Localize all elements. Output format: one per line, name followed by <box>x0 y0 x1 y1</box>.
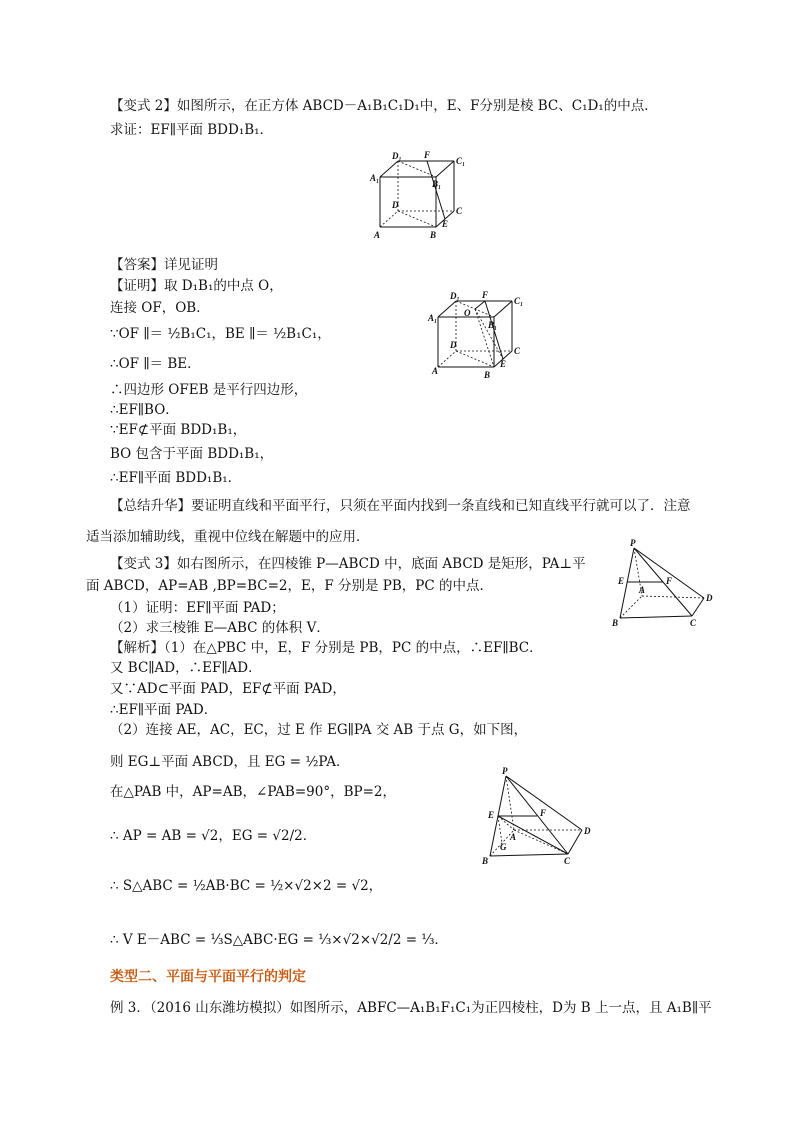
variant2-text: 如图所示，在正方体 ABCD－A₁B₁C₁D₁中，E、F分别是棱 BC、C₁D₁的中点． <box>176 98 658 114</box>
analysis-line: （2）连接 AE，AC，EC，过 E 作 EG∥PA 交 AB 于点 G，如下图， <box>110 722 528 738</box>
cube2-label: C <box>514 346 521 356</box>
pyramid-figure-with-G <box>480 768 600 868</box>
pyramid-figure <box>612 540 722 630</box>
variant2-stem <box>110 96 658 116</box>
variant3-line1: 【变式 3】如右图所示，在四棱锥 P—ABCD 中，底面 ABCD 是矩形，PA⊥平 <box>110 556 586 572</box>
proof-line: ∵EF⊄平面 BDD₁B₁， <box>110 422 247 438</box>
proof-line: 连接 OF，OB． <box>110 300 210 316</box>
proof-line: ∴EF∥平面 BDD₁B₁． <box>110 470 242 486</box>
answer-text: 详见证明 <box>164 257 218 273</box>
proof-line: BO 包含于平面 BDD₁B₁， <box>110 446 274 462</box>
analysis-line: 又∵AD⊂平面 PAD，EF⊄平面 PAD， <box>110 681 346 697</box>
pyr2-label: C <box>564 856 571 866</box>
pyr2-label: P <box>502 766 508 776</box>
proof-line: ∴四边形 OFEB 是平行四边形， <box>110 382 308 398</box>
answer-tag: 【答案】 <box>110 257 164 273</box>
analysis-line: 又 BC∥AD，∴EF∥AD． <box>110 660 262 676</box>
variant3-q1: （1）证明：EF∥平面 PAD； <box>110 600 285 616</box>
proof-line: 【证明】取 D₁B₁的中点 O， <box>110 278 283 294</box>
pyr2-label: F <box>540 808 547 818</box>
cube-label: D <box>392 200 399 210</box>
pyr2-label: D <box>584 826 591 836</box>
cube2-label: D₁ <box>450 291 460 301</box>
answer-line <box>110 255 218 275</box>
cube2-label: C₁ <box>514 296 524 306</box>
variant3-line2: 面 ABCD，AP=AB ,BP=BC=2，E，F 分别是 PB，PC 的中点． <box>86 578 493 594</box>
cube-label: B <box>430 230 437 240</box>
cube2-label: B₁ <box>488 320 498 330</box>
cube-label: E <box>442 219 449 229</box>
cube2-label: E <box>500 359 507 369</box>
variant2-prove: 求证：EF∥平面 BDD₁B₁． <box>110 122 274 138</box>
example3-line: 例 3．（2016 山东潍坊模拟）如图所示，ABFC—A₁B₁F₁C₁为正四棱柱，D为 B 上一点，且 A₁B∥平 <box>110 1000 712 1016</box>
pyr-label: P <box>630 538 636 548</box>
summary-tag: 【总结升华】 <box>110 498 191 514</box>
analysis-line: ∴ AP = AB = √2，EG = √2/2． <box>110 828 317 844</box>
proof-line: ∵OF ∥＝ ½B₁C₁，BE ∥＝ ½B₁C₁， <box>110 326 331 342</box>
cube-figure-with-O <box>428 292 528 382</box>
cube2-label: O <box>464 308 471 318</box>
cube-label: C <box>456 206 463 216</box>
cube-label: A₁ <box>370 173 380 183</box>
pyr2-label: A <box>510 832 517 842</box>
analysis-line: ∴ S△ABC = ½AB·BC = ½×√2×2 = √2， <box>110 878 383 894</box>
pyr-label: F <box>666 576 673 586</box>
cube-label: D₁ <box>392 151 402 161</box>
cube-label: C₁ <box>456 156 466 166</box>
analysis-line: ∴EF∥平面 PAD． <box>110 702 218 718</box>
pyr-label: E <box>618 576 625 586</box>
cube2-label: A₁ <box>428 313 438 323</box>
analysis-line: 则 EG⊥平面 ABCD，且 EG = ½PA． <box>110 754 350 770</box>
proof-line: ∴EF∥BO． <box>110 402 179 418</box>
cube2-label: F <box>482 290 489 300</box>
cube-label: A <box>374 230 381 240</box>
pyr2-label: E <box>488 810 495 820</box>
proof-line: ∴OF ∥＝ BE． <box>110 356 201 372</box>
variant3-q2: （2）求三棱锥 E—ABC 的体积 V． <box>110 620 330 636</box>
cube2-label: A <box>432 366 439 376</box>
cube-figure <box>370 152 470 242</box>
variant2-tag: 【变式 2】 <box>110 98 177 114</box>
cube2-label: D <box>450 340 457 350</box>
pyr2-label: B <box>482 856 489 866</box>
analysis-line: ∴ V E－ABC = ⅓S△ABC·EG = ⅓×√2×√2/2 = ⅓． <box>110 932 448 948</box>
variant3-tag: 【变式 3】 <box>110 556 177 572</box>
pyr2-label: G <box>500 842 507 852</box>
proof-tag: 【证明】 <box>110 278 164 294</box>
analysis-line: 【解析】（1）在△PBC 中，E，F 分别是 PB，PC 的中点，∴EF∥BC． <box>110 640 543 656</box>
section-heading-type2: 类型二、平面与平面平行的判定 <box>110 969 306 985</box>
analysis-line: 在△PAB 中，AP=AB，∠PAB=90°，BP=2， <box>110 784 396 800</box>
analysis-tag: 【解析】 <box>110 640 164 656</box>
pyr-label: A <box>639 585 646 595</box>
summary-line1: 【总结升华】要证明直线和平面平行，只须在平面内找到一条直线和已知直线平行就可以了．注意 <box>110 498 691 514</box>
summary-line2: 适当添加辅助线，重视中位线在解题中的应用． <box>86 529 370 545</box>
cube-label: B₁ <box>432 179 442 189</box>
cube-label: F <box>424 150 431 160</box>
cube2-label: B <box>484 370 491 380</box>
pyr-label: C <box>690 618 697 628</box>
pyr-label: D <box>706 593 713 603</box>
pyr-label: B <box>612 618 619 628</box>
